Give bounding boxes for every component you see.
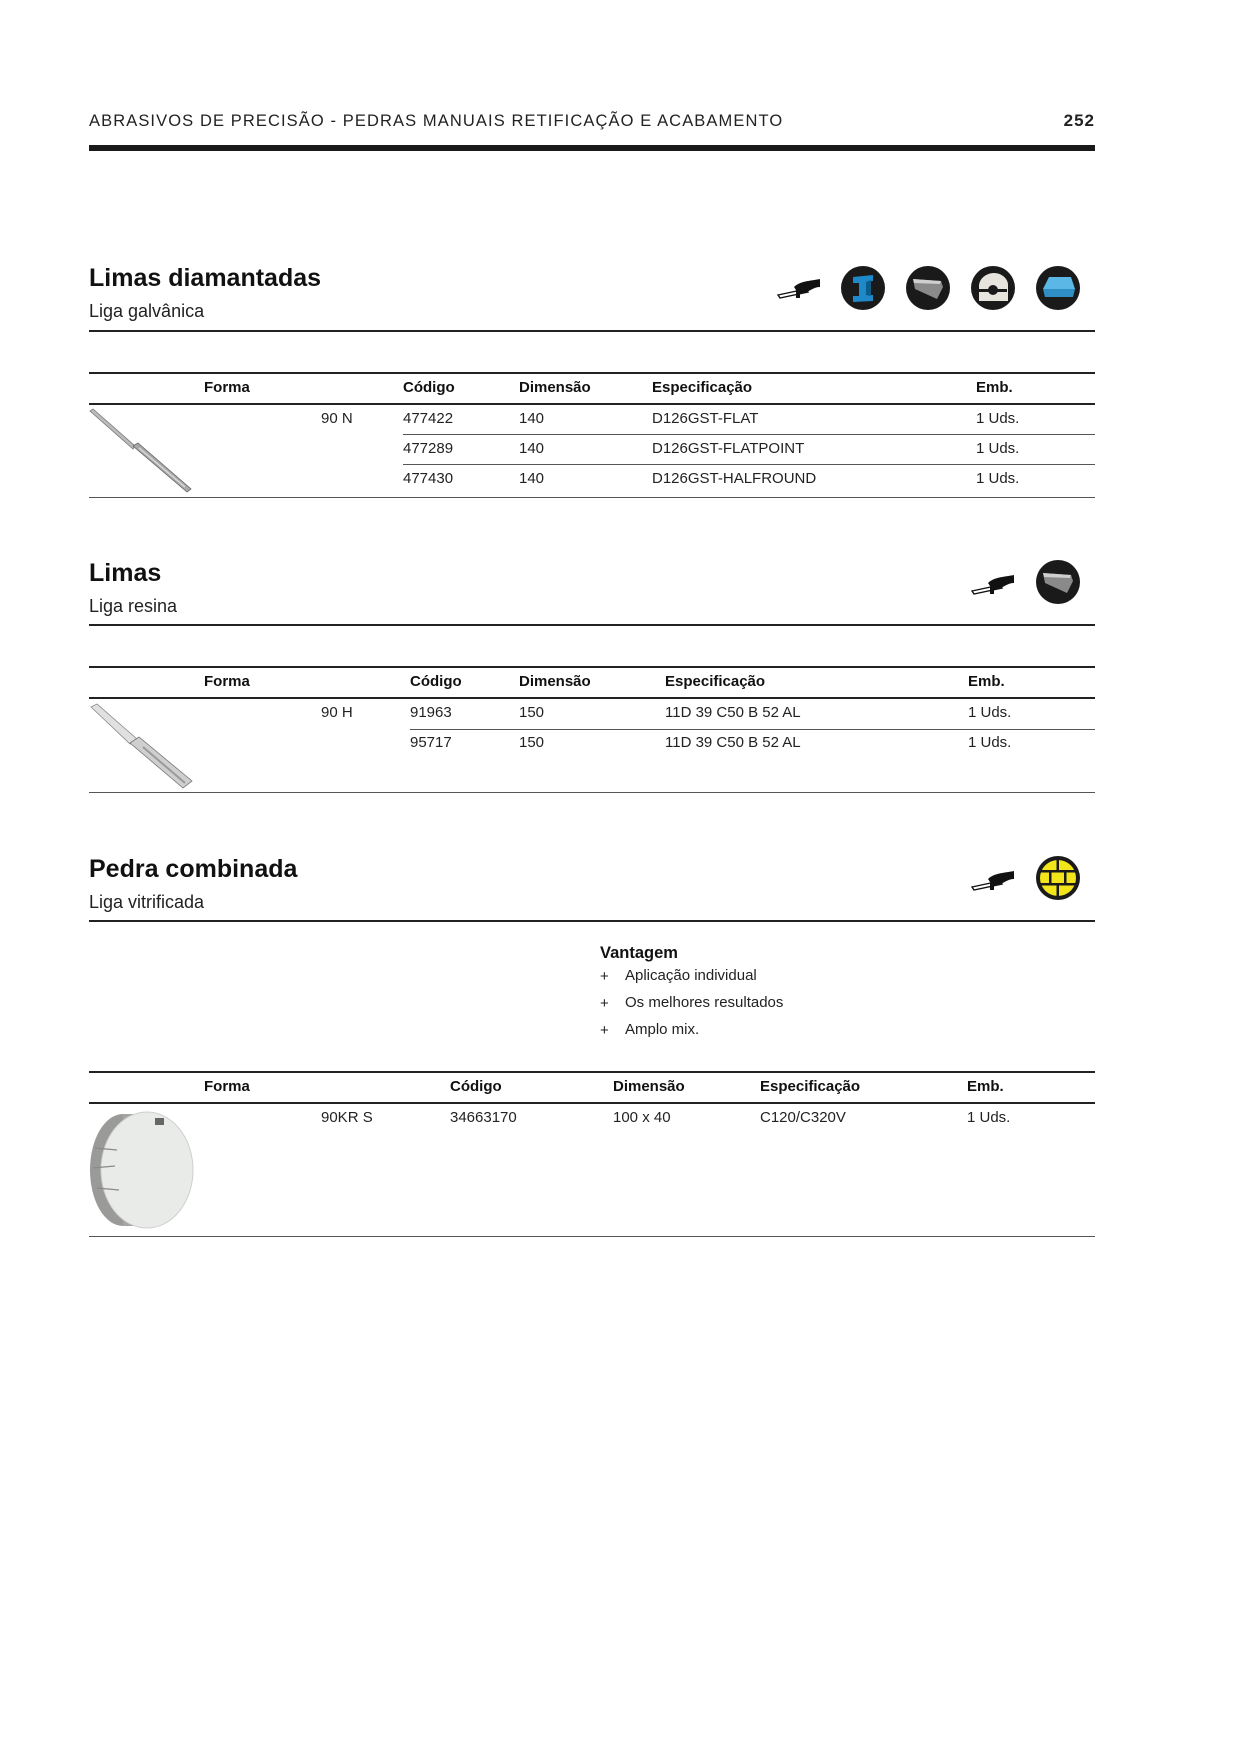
- section-title: Limas: [89, 559, 162, 587]
- col-header-emb: Emb.: [976, 379, 1013, 396]
- col-header-especificacao: Especificação: [665, 673, 766, 690]
- section-rule: [89, 330, 1095, 332]
- table-top-rule: [89, 372, 1095, 374]
- section-title: Pedra combinada: [89, 855, 298, 883]
- col-header-forma: Forma: [204, 379, 250, 396]
- table-bottom-rule: [89, 1236, 1095, 1237]
- advantages-title: Vantagem: [600, 944, 678, 962]
- col-header-forma: Forma: [204, 673, 250, 690]
- table-cell-codigo: 95717: [410, 734, 452, 751]
- table-cell-especificacao: D126GST-HALFROUND: [652, 470, 817, 487]
- pipe-icon: [970, 265, 1016, 311]
- table-cell-codigo: 34663170: [450, 1109, 517, 1126]
- table-cell-emb: 1 Uds.: [976, 470, 1020, 487]
- resin-file-image: [89, 703, 194, 789]
- diamond-file-image: [89, 408, 194, 493]
- table-cell-especificacao: C120/C320V: [760, 1109, 846, 1126]
- form-code: 90KR S: [321, 1109, 373, 1126]
- row-divider: [403, 464, 1095, 465]
- table-cell-dimensao: 150: [519, 704, 545, 721]
- col-header-dimensao: Dimensão: [519, 379, 591, 396]
- section-rule: [89, 920, 1095, 922]
- row-divider: [410, 729, 1095, 730]
- advantage-bullet: +: [600, 1022, 609, 1039]
- advantage-bullet: +: [600, 995, 609, 1012]
- row-divider: [403, 434, 1095, 435]
- table-top-rule: [89, 666, 1095, 668]
- col-header-especificacao: Especificação: [652, 379, 753, 396]
- col-header-dimensao: Dimensão: [519, 673, 591, 690]
- section-subtitle: Liga vitrificada: [89, 892, 205, 912]
- table-cell-codigo: 91963: [410, 704, 452, 721]
- table-cell-dimensao: 140: [519, 470, 545, 487]
- form-code: 90 N: [321, 410, 353, 427]
- table-cell-especificacao: 11D 39 C50 B 52 AL: [665, 704, 801, 721]
- table-bottom-rule: [89, 792, 1095, 793]
- table-cell-dimensao: 140: [519, 440, 545, 457]
- col-header-codigo: Código: [450, 1078, 502, 1095]
- advantage-bullet: +: [600, 968, 609, 985]
- table-header-rule: [89, 697, 1095, 699]
- col-header-emb: Emb.: [967, 1078, 1004, 1095]
- table-cell-codigo: 477289: [403, 440, 454, 457]
- metal-sheet-icon: [1035, 559, 1081, 605]
- header-rule: [89, 145, 1095, 151]
- advantage-item: Amplo mix.: [625, 1021, 700, 1038]
- table-bottom-rule: [89, 497, 1095, 498]
- hand-file-icon: [776, 277, 822, 301]
- advantage-item: Os melhores resultados: [625, 994, 784, 1011]
- col-header-forma: Forma: [204, 1078, 250, 1095]
- plastic-icon: [1035, 265, 1081, 311]
- table-header-rule: [89, 403, 1095, 405]
- table-cell-emb: 1 Uds.: [976, 440, 1020, 457]
- table-cell-codigo: 477422: [403, 410, 454, 427]
- combination-stone-image: [89, 1108, 195, 1230]
- table-cell-codigo: 477430: [403, 470, 454, 487]
- table-top-rule: [89, 1071, 1095, 1073]
- table-cell-especificacao: D126GST-FLATPOINT: [652, 440, 805, 457]
- table-cell-emb: 1 Uds.: [967, 1109, 1011, 1126]
- page-header-title: ABRASIVOS DE PRECISÃO - PEDRAS MANUAIS RETIFICAÇÃO E ACABAMENTO: [89, 112, 784, 130]
- hand-file-icon: [970, 869, 1016, 893]
- section-title: Limas diamantadas: [89, 264, 322, 292]
- col-header-codigo: Código: [403, 379, 455, 396]
- section-rule: [89, 624, 1095, 626]
- col-header-especificacao: Especificação: [760, 1078, 861, 1095]
- page-number: 252: [1063, 111, 1095, 130]
- col-header-codigo: Código: [410, 673, 462, 690]
- table-cell-dimensao: 140: [519, 410, 545, 427]
- table-cell-emb: 1 Uds.: [968, 704, 1012, 721]
- table-cell-dimensao: 100 x 40: [613, 1109, 671, 1126]
- hand-file-icon: [970, 573, 1016, 597]
- table-cell-emb: 1 Uds.: [968, 734, 1012, 751]
- table-cell-dimensao: 150: [519, 734, 545, 751]
- table-header-rule: [89, 1102, 1095, 1104]
- advantage-item: Aplicação individual: [625, 967, 757, 984]
- col-header-emb: Emb.: [968, 673, 1005, 690]
- brick-icon: [1035, 855, 1081, 901]
- table-cell-especificacao: 11D 39 C50 B 52 AL: [665, 734, 801, 751]
- section-subtitle: Liga galvânica: [89, 301, 205, 321]
- col-header-dimensao: Dimensão: [613, 1078, 685, 1095]
- steel-beam-icon: [840, 265, 886, 311]
- section-subtitle: Liga resina: [89, 596, 178, 616]
- metal-sheet-icon: [905, 265, 951, 311]
- table-cell-emb: 1 Uds.: [976, 410, 1020, 427]
- table-cell-especificacao: D126GST-FLAT: [652, 410, 759, 427]
- form-code: 90 H: [321, 704, 353, 721]
